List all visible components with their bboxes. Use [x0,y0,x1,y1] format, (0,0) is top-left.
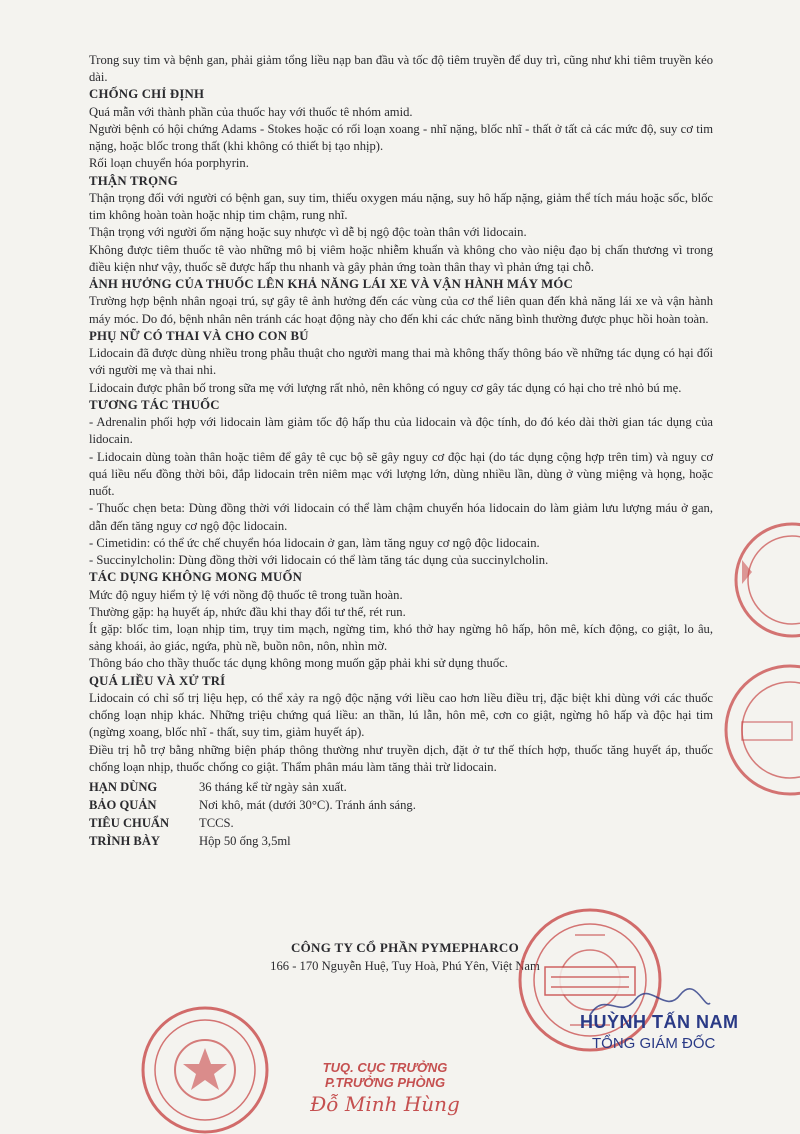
ministry-approval-block [300,1060,470,1116]
company-address: 166 - 170 Nguyễn Huệ, Tuy Hoà, Phú Yên, Việt Nam [270,959,540,973]
document-body [89,52,713,850]
paragraph: Rối loạn chuyển hóa porphyrin. [89,156,249,171]
heading-tac-dung: TÁC DỤNG KHÔNG MONG MUỐN [89,570,303,585]
company-name: CÔNG TY CỔ PHẦN PYMEPHARCO [290,940,520,955]
spec-value: Hộp 50 ống 3,5ml [199,833,291,848]
spec-label: TIÊU CHUẨN [89,815,170,830]
paragraph: - Thuốc chẹn beta: Dùng đồng thời với lidocain có thể làm chậm chuyển hóa lidocain do làm giảm lưu lượng máu ở gan, dẫn đến tăng nguy cơ ngộ độc lidocain. [89,501,713,533]
spec-row-tieu-chuan [89,814,713,832]
paragraph: Lidocain được phân bố trong sữa mẹ với lượng rất nhỏ, nên không có nguy cơ gây tác dụng có hại cho trẻ nhỏ bú mẹ. [89,380,682,395]
paragraph: Lidocain có chỉ số trị liệu hẹp, có thể xảy ra ngộ độc nặng với liều cao hơn liều điều trị, đặc biệt khi dùng với các thuốc chống loạn nhịp khác. Những triệu chứng quá liều: an thần, lú lẫn, hôn mê, cơn co giật, ngừng hô hấp và độc hại tim (ngừng xoang, blốc nhĩ - thất, suy tim, giảm huyết áp). [89,690,713,740]
heading-phu-nu: PHỤ NỮ CÓ THAI VÀ CHO CON BÚ [89,328,309,343]
partial-stamp-top-icon [712,520,800,640]
spec-value: Nơi khô, mát (dưới 30°C). Tránh ánh sáng. [199,797,416,812]
paragraph: Ít gặp: blốc tim, loạn nhịp tim, trụy tim mạch, ngừng tim, khó thở hay ngừng hô hấp, hôn mê, kích động, co giật, lo âu, sảng khoái, ảo giác, ngứa, phù nề, buồn nôn, nôn, nhìn mờ. [89,621,713,654]
paragraph: Lidocain đã được dùng nhiều trong phẫu thuật cho người mang thai mà không thấy thông báo về những tác dụng có hại đối với người mẹ và thai nhi. [89,346,713,378]
heading-than-trong: THẬN TRỌNG [89,173,178,188]
paragraph: Không được tiêm thuốc tê vào những mô bị viêm hoặc nhiễm khuẩn và không cho vào niệu đạo bị chấn thương vì trong điều kiện như vậy, thuốc sẽ được hấp thu nhanh và gây phản ứng toàn thân thay vì phản ứng tại chỗ. [89,242,713,274]
paragraph: - Succinylcholin: Dùng đồng thời với lidocain có thể làm tăng tác dụng của succinylcholin. [89,552,549,567]
spec-value: 36 tháng kể từ ngày sản xuất. [199,779,347,794]
ministry-seal-icon [135,1000,275,1134]
heading-tuong-tac: TƯƠNG TÁC THUỐC [89,397,220,412]
spec-label: HẠN DÙNG [89,779,158,794]
paragraph: - Adrenalin phối hợp với lidocain làm giảm tốc độ hấp thu của lidocain và độc tính, do đó kéo dài thời gian tác dụng của lidocain. [89,415,713,447]
spec-label: TRÌNH BÀY [89,833,161,848]
partial-stamp-bottom-icon [700,660,800,800]
ministry-line-2: P.TRƯỞNG PHÒNG [324,1075,446,1090]
spec-row-trinh-bay [89,832,713,850]
heading-chong-chi-dinh: CHỐNG CHỈ ĐỊNH [89,87,205,102]
paragraph: - Cimetidin: có thể ức chế chuyển hóa lidocain ở gan, làm tăng nguy cơ ngộ độc lidocain. [89,535,540,550]
signer-block [580,1012,739,1052]
spec-row-han-dung [89,778,713,796]
ministry-signatory-name: Đỗ Minh Hùng [310,1092,460,1116]
paragraph: Điều trị hỗ trợ bằng những biện pháp thông thường như truyền dịch, đặt ở tư thế thích hợp, thuốc tăng huyết áp, thuốc chống loạn nhịp, thuốc chống co giật. Thẩm phân máu làm tăng thải trừ lidocain. [89,742,713,774]
heading-qua-lieu: QUÁ LIỀU VÀ XỬ TRÍ [89,673,226,688]
paragraph: - Lidocain dùng toàn thân hoặc tiêm để gây tê cục bộ sẽ gây nguy cơ độc hại (do tác dụng cộng hợp trên tim) và nguy cơ quá liều nếu đồng thời bôi, đắp lidocain trên niêm mạc với lượng lớn, dùng nhiều lần, dùng ở vùng miệng và họng, hoặc nuốt. [89,449,713,499]
paragraph: Trường hợp bệnh nhân ngoại trú, sự gây tê ảnh hưởng đến các vùng của cơ thể liên quan đến khả năng lái xe và vận hành máy móc. Do đó, bệnh nhân nên tránh các hoạt động này cho đến khi các chức năng bình thường được phục hồi hoàn toàn. [89,294,713,326]
paragraph: Thường gặp: hạ huyết áp, nhức đầu khi thay đổi tư thế, rét run. [89,604,406,619]
intro-paragraph: Trong suy tim và bệnh gan, phải giảm tổng liều nạp ban đầu và tốc độ tiêm truyền để duy trì, cũng như khi tiêm truyền kéo dài. [89,53,713,85]
paragraph: Thận trọng đối với người có bệnh gan, suy tim, thiếu oxygen máu nặng, suy hô hấp nặng, giảm thể tích máu hoặc sốc, blốc tim không hoàn toàn hoặc nhịp tim chậm, rung nhĩ. [89,191,713,223]
spec-label: BẢO QUẢN [89,797,157,812]
signer-name: HUỲNH TẤN NAM [580,1012,739,1032]
spec-value: TCCS. [199,815,234,830]
heading-lai-xe: ẢNH HƯỞNG CỦA THUỐC LÊN KHẢ NĂNG LÁI XE VÀ VẬN HÀNH MÁY MÓC [89,277,573,292]
spec-row-bao-quan [89,796,713,814]
spec-table [89,778,713,850]
company-block [0,940,800,974]
paragraph: Thận trọng với người ốm nặng hoặc suy nhược vì dễ bị ngộ độc toàn thân với lidocain. [89,225,527,240]
signer-title: TỔNG GIÁM ĐỐC [592,1035,716,1052]
ministry-line-1: TUQ. CỤC TRƯỞNG [322,1060,448,1075]
paragraph: Mức độ nguy hiểm tỷ lệ với nồng độ thuốc tê trong tuần hoàn. [89,587,403,602]
paragraph: Người bệnh có hội chứng Adams - Stokes hoặc có rối loạn xoang - nhĩ nặng, blốc nhĩ - thất ở tất cả các mức độ, suy cơ tim nặng, hoặc blốc trong thất (khi không có thiết bị tạo nhịp). [89,122,713,154]
paragraph: Quá mẫn với thành phần của thuốc hay với thuốc tê nhóm amid. [89,104,413,119]
paragraph: Thông báo cho thầy thuốc tác dụng không mong muốn gặp phải khi sử dụng thuốc. [89,656,508,671]
